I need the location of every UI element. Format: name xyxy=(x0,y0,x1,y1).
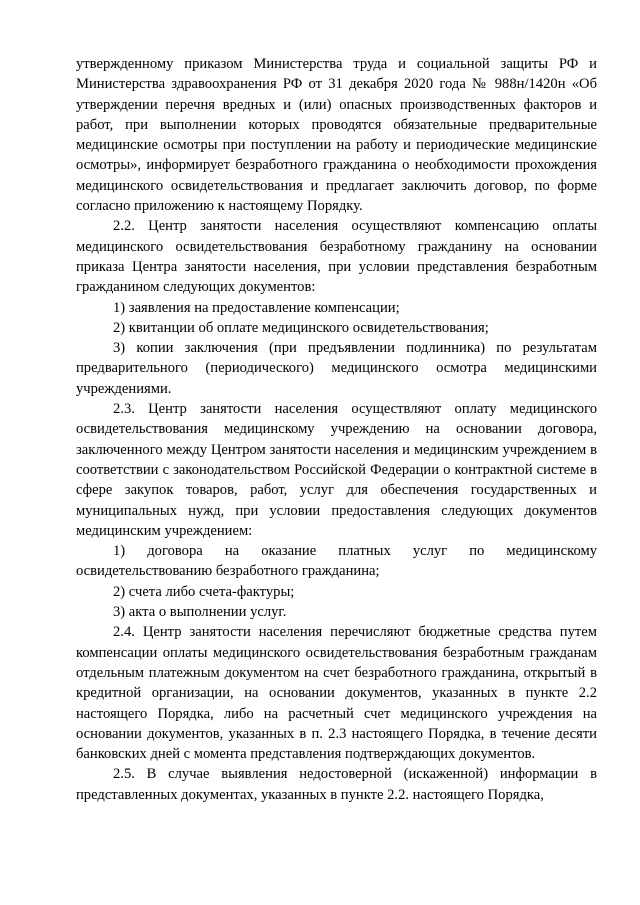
list-item-2-3-1: 1) договора на оказание платных услуг по медицинскому освидетельствованию безработного гражданина; xyxy=(76,543,597,580)
paragraph-2-4: 2.4. Центр занятости населения перечисляют бюджетные средства путем компенсации оплаты медицинского освидетельствования безработным гражданам отдельным платежным документом на счет безработного гражданина, открытый в кредитной организации, на основании документов, указанных в пункте 2.2 настоящего Порядка, либо на расчетный счет медицинского учреждения на основании документов, указанных в п. 2.3 настоящего Порядка, в течение десяти банковских дней с момента представления подтверждающих документов. xyxy=(76,624,597,763)
list-item-2-2-2: 2) квитанции об оплате медицинского освидетельствования; xyxy=(113,319,489,336)
paragraph-continuation: утвержденному приказом Министерства труда и социальной защиты РФ и Министерства здравоохранения РФ от 31 декабря 2020 года № 988н/1420н «Об утверждении перечня вредных и (или) опасных производственных факторов и работ, при выполнении которых проводятся обязательные предварительные медицинские осмотры при поступлении на работу и периодические медицинские осмотры», информирует безработного гражданина о необходимости прохождения медицинского освидетельствования и предлагает заключить договор, по форме согласно приложению к настоящему Порядку. xyxy=(76,56,597,215)
list-item-2-3-3: 3) акта о выполнении услуг. xyxy=(113,604,287,621)
list-item-2-3-2: 2) счета либо счета-фактуры; xyxy=(113,583,295,600)
list-item-2-2-3: 3) копии заключения (при предъявлении подлинника) по результатам предварительного (периодического) медицинского осмотра медицинскими учреждениями. xyxy=(76,340,597,397)
paragraph-2-2: 2.2. Центр занятости населения осуществляют компенсацию оплаты медицинского освидетельствования безработному гражданину на основании приказа Центра занятости населения, при условии представления безработным гражданином следующих документов: xyxy=(76,218,597,296)
list-item-2-2-1: 1) заявления на предоставление компенсации; xyxy=(113,299,400,316)
paragraph-2-3: 2.3. Центр занятости населения осуществляют оплату медицинского освидетельствования медицинскому учреждению на основании договора, заключенного между Центром занятости населения и медицинским учреждением в соответствии с законодательством Российской Федерации о контрактной системе в сфере закупок товаров, работ, услуг для обеспечения государственных и муниципальных нужд, при условии предоставления следующих документов медицинским учреждением: xyxy=(76,401,597,539)
paragraph-2-5: 2.5. В случае выявления недостоверной (искаженной) информации в представленных документах, указанных в пункте 2.2. настоящего Порядка, xyxy=(76,766,597,803)
document-page xyxy=(76,54,597,805)
